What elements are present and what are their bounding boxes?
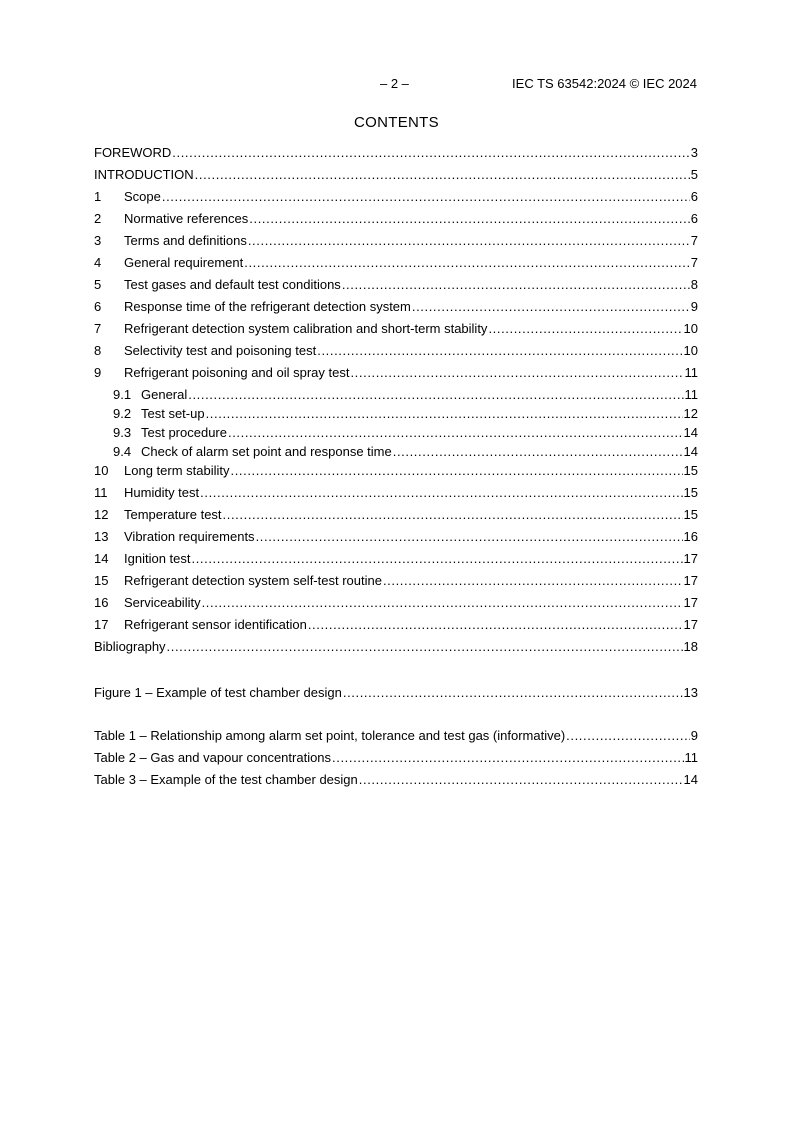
toc-entry[interactable] xyxy=(94,277,698,299)
toc-entry-title: Bibliography xyxy=(94,639,166,654)
dot-leader xyxy=(188,387,683,403)
toc-entry[interactable] xyxy=(94,233,698,255)
toc-page-number: 17 xyxy=(683,595,698,610)
toc-entry-title: Test set-up xyxy=(141,406,205,421)
dot-leader xyxy=(231,463,683,479)
toc-page-number: 15 xyxy=(683,485,698,500)
toc-entry-number: 6 xyxy=(94,299,102,314)
dot-leader xyxy=(343,685,683,701)
table-of-contents xyxy=(94,145,698,661)
toc-page-number: 18 xyxy=(683,639,698,654)
toc-page-number: 10 xyxy=(683,343,698,358)
toc-entry-title: Ignition test xyxy=(124,551,191,566)
toc-entry-number: 9.4 xyxy=(113,444,132,459)
toc-entry[interactable] xyxy=(94,343,698,365)
toc-entry-title: General xyxy=(141,387,188,402)
toc-page-number: 3 xyxy=(690,145,698,160)
toc-page-number: 14 xyxy=(683,772,698,787)
toc-page-number: 11 xyxy=(684,387,698,402)
table-list-title: Table 1 – Relationship among alarm set point, tolerance and test gas (informative) xyxy=(94,728,566,743)
dot-leader xyxy=(393,444,683,460)
toc-entry-number: 13 xyxy=(94,529,109,544)
toc-page-number: 5 xyxy=(690,167,698,182)
figure-list-title: Figure 1 – Example of test chamber design xyxy=(94,685,342,700)
toc-entry-title: Refrigerant poisoning and oil spray test xyxy=(124,365,350,380)
toc-entry-number: 7 xyxy=(94,321,102,336)
toc-entry[interactable] xyxy=(94,387,698,406)
toc-page-number: 17 xyxy=(683,551,698,566)
dot-leader xyxy=(566,728,690,744)
dot-leader xyxy=(317,343,682,359)
toc-entry-number: 9.3 xyxy=(113,425,132,440)
toc-entry-title: Serviceability xyxy=(124,595,201,610)
toc-entry-number: 4 xyxy=(94,255,102,270)
toc-page-number: 13 xyxy=(683,685,698,700)
dot-leader xyxy=(228,425,683,441)
toc-entry-number: 11 xyxy=(94,485,108,500)
toc-entry-title: Normative references xyxy=(124,211,249,226)
dot-leader xyxy=(200,485,682,501)
toc-entry-number: 16 xyxy=(94,595,109,610)
toc-entry-title: General requirement xyxy=(124,255,244,270)
toc-entry[interactable] xyxy=(94,167,698,189)
dot-leader xyxy=(332,750,683,766)
dot-leader xyxy=(256,529,683,545)
toc-page-number: 11 xyxy=(684,750,698,765)
dot-leader xyxy=(202,595,683,611)
toc-entry[interactable] xyxy=(94,529,698,551)
toc-entry[interactable] xyxy=(94,551,698,573)
toc-page-number: 7 xyxy=(690,255,698,270)
page-number: – 2 – xyxy=(380,76,409,91)
toc-entry-title: Response time of the refrigerant detection system xyxy=(124,299,411,314)
table-list-entry[interactable] xyxy=(94,728,698,750)
toc-page-number: 9 xyxy=(690,299,698,314)
toc-entry-number: 2 xyxy=(94,211,102,226)
toc-page-number: 15 xyxy=(683,463,698,478)
toc-entry-title: Test gases and default test conditions xyxy=(124,277,341,292)
toc-entry-title: Selectivity test and poisoning test xyxy=(124,343,317,358)
toc-entry[interactable] xyxy=(94,211,698,233)
toc-page-number: 9 xyxy=(690,728,698,743)
toc-entry-title: INTRODUCTION xyxy=(94,167,194,182)
toc-entry[interactable] xyxy=(94,406,698,425)
toc-entry-title: Temperature test xyxy=(124,507,222,522)
toc-entry-number: 12 xyxy=(94,507,109,522)
toc-entry[interactable] xyxy=(94,617,698,639)
dot-leader xyxy=(244,255,690,271)
toc-entry[interactable] xyxy=(94,507,698,529)
toc-entry-title: Refrigerant sensor identification xyxy=(124,617,307,632)
toc-entry-number: 15 xyxy=(94,573,109,588)
table-list-title: Table 3 – Example of the test chamber design xyxy=(94,772,358,787)
toc-entry[interactable] xyxy=(94,595,698,617)
toc-entry-title: FOREWORD xyxy=(94,145,172,160)
toc-entry[interactable] xyxy=(94,321,698,343)
dot-leader xyxy=(167,639,683,655)
toc-page-number: 6 xyxy=(690,189,698,204)
toc-entry-title: Terms and definitions xyxy=(124,233,247,248)
toc-page-number: 7 xyxy=(690,233,698,248)
toc-entry-number: 5 xyxy=(94,277,102,292)
toc-entry-title: Scope xyxy=(124,189,161,204)
toc-entry-title: Check of alarm set point and response time xyxy=(141,444,392,459)
toc-page-number: 8 xyxy=(690,277,698,292)
toc-entry[interactable] xyxy=(94,145,698,167)
toc-entry[interactable] xyxy=(94,463,698,485)
toc-page-number: 10 xyxy=(683,321,698,336)
toc-entry-number: 9.1 xyxy=(113,387,132,402)
toc-page-number: 14 xyxy=(683,444,698,459)
table-list-title: Table 2 – Gas and vapour concentrations xyxy=(94,750,332,765)
toc-entry-title: Test procedure xyxy=(141,425,227,440)
page-title: CONTENTS xyxy=(354,114,439,131)
toc-entry[interactable] xyxy=(94,639,698,661)
toc-entry-title: Humidity test xyxy=(124,485,200,500)
dot-leader xyxy=(206,406,683,422)
toc-entry-number: 1 xyxy=(94,189,102,204)
dot-leader xyxy=(248,233,690,249)
toc-entry[interactable] xyxy=(94,299,698,321)
dot-leader xyxy=(412,299,690,315)
dot-leader xyxy=(249,211,689,227)
toc-entry[interactable] xyxy=(94,573,698,595)
toc-page-number: 11 xyxy=(684,365,698,380)
toc-page-number: 12 xyxy=(683,406,698,421)
toc-entry-number: 8 xyxy=(94,343,102,358)
toc-entry-number: 10 xyxy=(94,463,109,478)
toc-page-number: 16 xyxy=(683,529,698,544)
toc-page-number: 17 xyxy=(683,573,698,588)
toc-entry-title: Refrigerant detection system calibration and short-term stability xyxy=(124,321,488,336)
document-id: IEC TS 63542:2024 © IEC 2024 xyxy=(512,76,697,91)
list-of-tables xyxy=(94,728,698,794)
dot-leader xyxy=(308,617,683,633)
toc-entry[interactable] xyxy=(94,255,698,277)
dot-leader xyxy=(350,365,683,381)
toc-entry-number: 9 xyxy=(94,365,102,380)
toc-entry-number: 9.2 xyxy=(113,406,132,421)
toc-page-number: 17 xyxy=(683,617,698,632)
toc-entry-number: 17 xyxy=(94,617,109,632)
page-header xyxy=(0,76,793,92)
toc-page-number: 15 xyxy=(683,507,698,522)
toc-entry-title: Refrigerant detection system self-test routine xyxy=(124,573,382,588)
toc-entry-title: Long term stability xyxy=(124,463,230,478)
toc-page-number: 6 xyxy=(690,211,698,226)
toc-entry[interactable] xyxy=(94,189,698,211)
dot-leader xyxy=(195,167,690,183)
dot-leader xyxy=(172,145,689,161)
list-of-figures xyxy=(94,685,698,707)
dot-leader xyxy=(192,551,683,567)
dot-leader xyxy=(383,573,683,589)
table-list-entry[interactable] xyxy=(94,750,698,772)
toc-entry-number: 3 xyxy=(94,233,102,248)
toc-entry[interactable] xyxy=(94,365,698,387)
figure-list-entry[interactable] xyxy=(94,685,698,707)
dot-leader xyxy=(488,321,682,337)
toc-page-number: 14 xyxy=(683,425,698,440)
dot-leader xyxy=(359,772,683,788)
toc-entry-number: 14 xyxy=(94,551,109,566)
toc-entry[interactable] xyxy=(94,444,698,463)
toc-entry[interactable] xyxy=(94,425,698,444)
toc-entry[interactable] xyxy=(94,485,698,507)
table-list-entry[interactable] xyxy=(94,772,698,794)
toc-entry-title: Vibration requirements xyxy=(124,529,255,544)
dot-leader xyxy=(223,507,683,523)
dot-leader xyxy=(162,189,690,205)
dot-leader xyxy=(342,277,690,293)
